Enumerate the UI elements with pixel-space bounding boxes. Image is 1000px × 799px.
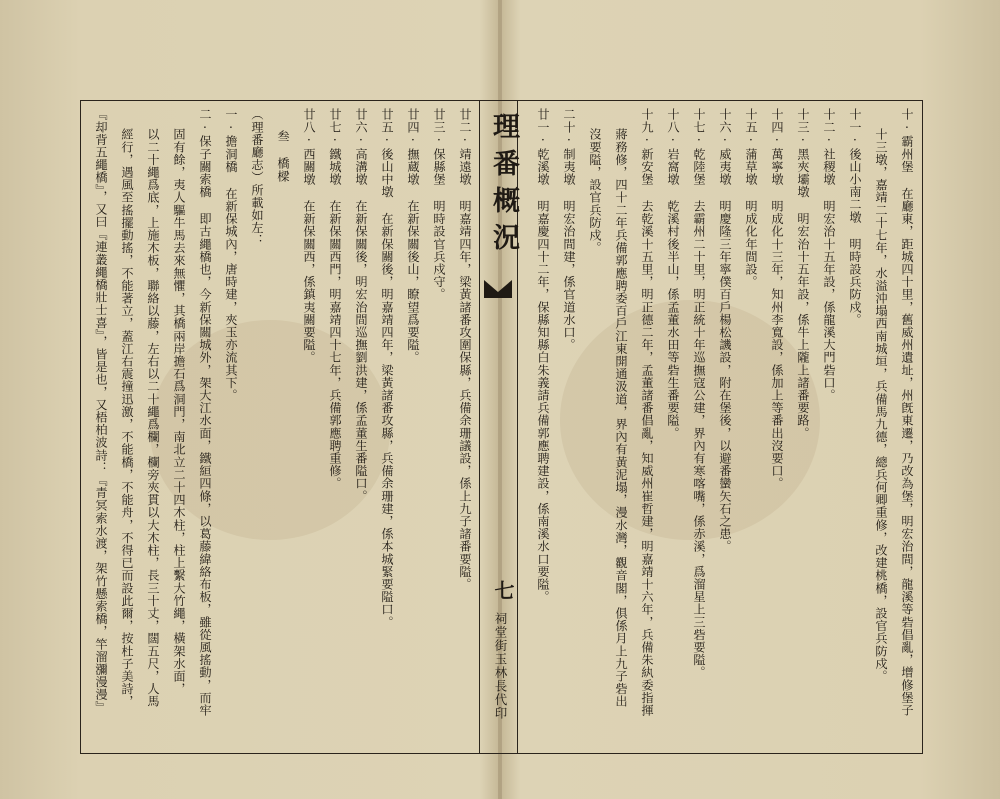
printer-imprint: 祠堂街玉林長代印 [493,612,508,720]
text-column: 廿四·撫蔵墩 在新保關後山，瞭望爲要隘。 [406,108,420,364]
text-column: 二·保子關索橋 即古繩橋也，今新保關城外，架大江水面，鐵絙四條，以葛藤緯絡布板，雖從風搖動，而牢 [198,108,212,717]
text-column: 廿七·鐵城墩 在新保關西門，明嘉靖四十七年，兵備郭應聘重修。 [328,108,342,490]
text-column: 『却背五繩橋』，又曰『連叢繩橋壯士喜』，皆是也，又梧柏波詩：『青冥索水渡，架竹懸索橋，竿溜瀰漫漫』 [94,108,108,714]
text-column: 十一·後山小南二墩 明時設兵防戍。 [848,108,862,326]
text-column: （理番廳志）所載如左： [250,108,264,247]
section-heading: 叁 橋樑 [276,130,290,183]
text-column: 十八·岩窩墩 乾溪村後半山，係孟董水田等砦生番要隘。 [666,108,680,440]
fishtail-mark-icon [482,278,514,300]
text-column: 廿五·後山中墩 在新保關後，明嘉靖四年，梁黃諸番攻縣，兵備余珊建，係本城緊要隘口。 [380,108,394,629]
text-column: 十二·社稷墩 明宏治十五年設，係龍溪大門砦口。 [822,108,836,402]
text-column: 廿一·乾溪墩 明嘉慶四十二年，保縣知縣白朱義請兵備郭應聘建設，係南溪水口要隘。 [536,108,550,603]
text-column: 十·霸州堡 在廳東，距城四十里，舊威州遺址，州旣東遷，乃改為堡，明宏治間，龍溪等砦倡亂，增修堡子 [900,108,914,717]
text-column: 沒要隘，設官兵防戍。 [588,128,602,254]
text-column: 蔣務修，四十二年兵備郭應聘委百戶江東開通汲道，界內有黃泥塌，漫水灣，觀音閣，俱係月上九子砦出 [614,128,628,708]
text-column: 廿六·高溝墩 在新保關後，明宏治間巡撫劉洪建，係孟董生番隘口。 [354,108,368,503]
text-column: 固有餘，夷人驅牛馬去來無懼，其橋兩岸擔石爲洞門，南北立二十四木柱，柱上繫大竹繩，橫架水面， [172,128,186,695]
text-column: 十四·萬寧墩 明成化十三年，知州李寬設，係加上等番出沒要口。 [770,108,784,490]
text-column: 一·擔洞橋 在新保城內，唐時建，夾玉亦流其下。 [224,108,238,402]
text-column: 十九·新安堡 去乾溪十五里，明正德二年，孟董諸番倡亂，知威州崔哲建，明嘉靖十六年，兵備朱紈委指揮 [640,108,654,717]
book-title: 理番概況 [488,112,519,260]
text-column: 十七·乾陸堡 去霸州二十里，明正統十年巡撫寇公建，界內有寒喀嘴，係赤溪，爲溜星上三砦要隘。 [692,108,706,679]
text-column: 廿八·西關墩 在新保關西，係鎮夷關要隘。 [302,108,316,364]
text-column: 十三墩，嘉靖二十七年，水溢沖塌西南城垣，兵備馬九德，總兵何卿重修，改建桃橋，設官兵防戍。 [874,128,888,683]
text-column: 十六·威夷墩 明慶隆三年寧僕百戶楊松譏設，附在堡後，以避番蠻矢石之患。 [718,108,732,553]
text-column: 二十·制夷墩 明宏治間建，係官道水口。 [562,108,576,351]
text-column: 十三·黑夾壩墩 明宏治十五年設，係牛上隴上諸番要路。 [796,108,810,440]
text-column: 以二十繩爲底，上施木板，聯絡以藤，左右以二十繩爲欄，欄旁夾貫以大木柱，長三十丈，闊五尺，人馬 [146,128,160,708]
text-column: 廿三·保縣堡 明時設官兵戍守。 [432,108,446,301]
text-column: 廿二·靖遠墩 明嘉靖四年，梁黃諸番攻圍保縣，兵備余珊議設，係上九子諸番要隘。 [458,108,472,591]
page-number: 七 [491,580,515,600]
text-column: 十五·蒲草墩 明成化年間設。 [744,108,758,288]
text-column: 經行，遇風至搖擺動搖，不能著立，蓋江右震撞迅激，不能橋，不能舟，不得已而設此爾，按杜子美詩， [120,128,134,708]
